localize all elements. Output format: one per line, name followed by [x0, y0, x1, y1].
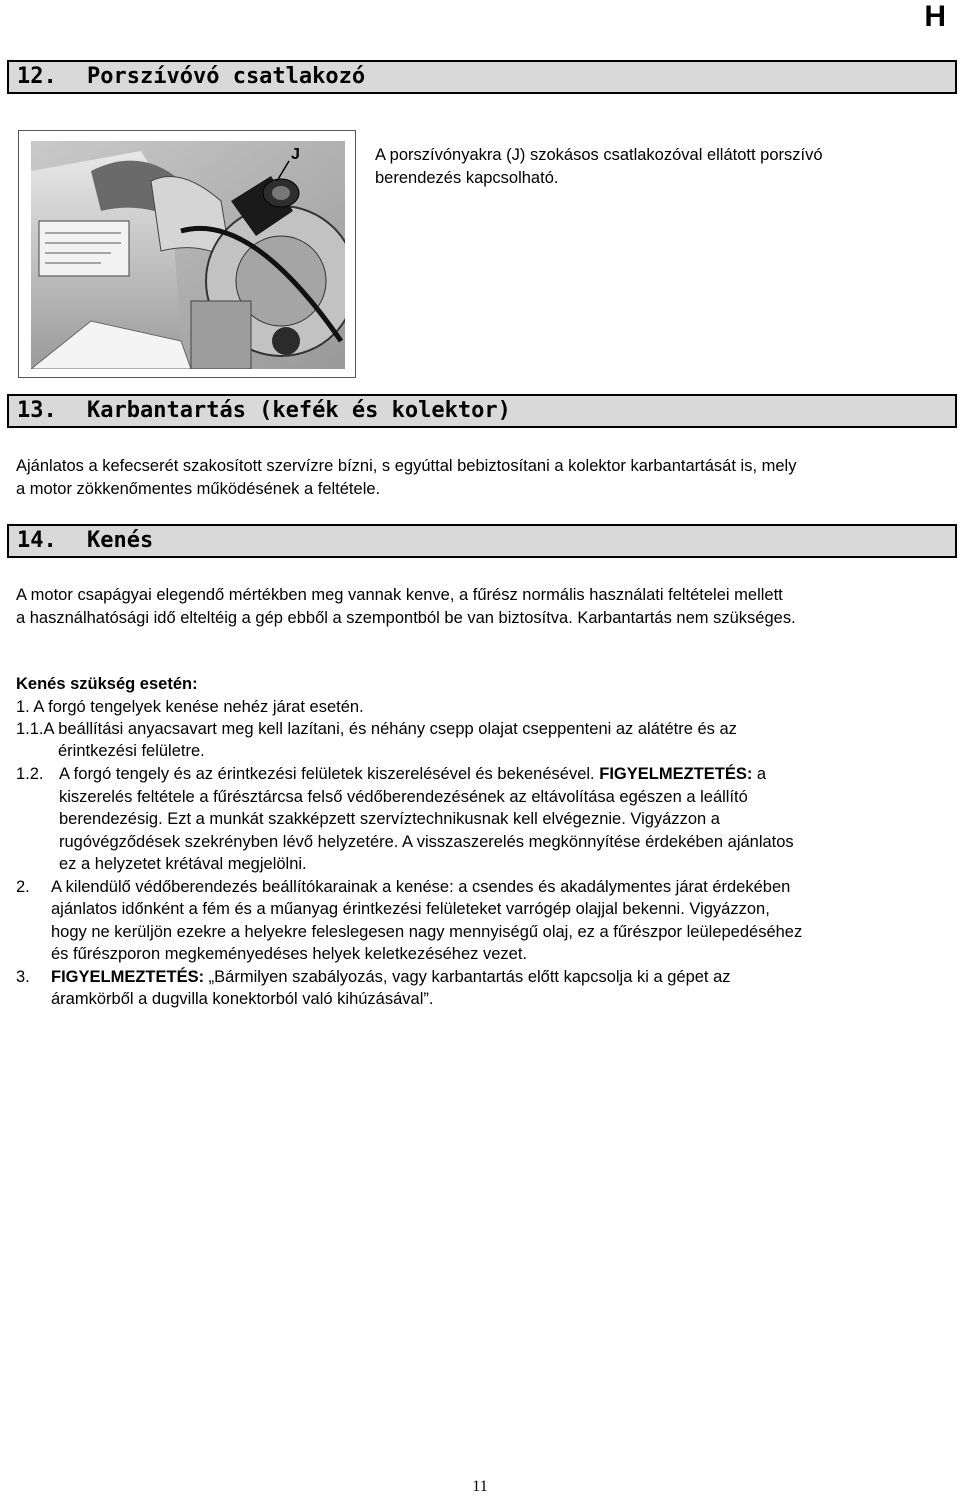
list-item-1-2-line2: kiszerelés feltétele a fűrésztárcsa felső védőberendezésének az eltávolítása egészen a leállító [59, 788, 748, 806]
section-12-text-line1: A porszívónyakra (J) szokásos csatlakozóval ellátott porszívó [375, 146, 823, 164]
list-item-2-line1: A kilendülő védőberendezés beállítókarainak a kenése: a csendes és akadálymentes járat érdekében [51, 878, 791, 896]
list-item-3-line2: áramkörből a dugvilla konektorból való kihúzásával”. [51, 990, 434, 1008]
list-item-3-line1 [51, 966, 731, 989]
warning-label-2: FIGYELMEZTETÉS: [51, 968, 205, 986]
page-corner-letter: H [924, 0, 946, 33]
list-item-1-2-line3: berendezésig. Ezt a munkát szakképzett szervíztechnikusnak kell elvégeznie. Vigyázzon a [59, 810, 720, 828]
list-item-3-text: „Bármilyen szabályozás, vagy karbantartás előtt kapcsolja ki a gépet az [204, 968, 731, 986]
figure-label-j: J [291, 146, 300, 163]
list-item-1: 1. A forgó tengelyek kenése nehéz járat esetén. [16, 698, 364, 716]
section-12-text-line2: berendezés kapcsolható. [375, 168, 559, 187]
section-13-title: Karbantartás (kefék és kolektor) [87, 398, 511, 423]
list-item-1-2-tail: a [752, 765, 767, 783]
section-12-title: Porszívóvó csatlakozó [87, 64, 366, 89]
vacuum-connector-photo [18, 130, 356, 378]
section-14-heading [7, 524, 957, 558]
list-item-1-2-number: 1.2. [16, 765, 44, 783]
section-13-body [16, 455, 796, 500]
saw-illustration [31, 141, 345, 369]
list-item-1-1-cont: érintkezési felületre. [58, 742, 205, 760]
list-item-2-line2: ajánlatos időnként a fém és a műanyag érintkezési felületeket varrógép olajjal bekenni. Vigyázzon, [51, 900, 770, 918]
list-item-1-1: 1.1.A beállítási anyacsavart meg kell lazítani, és néhány csepp olajat cseppenteni az alátétre és az [16, 720, 737, 738]
list-item-2-line3: hogy ne kerüljön ezekre a helyekre feleslegesen nagy mennyiségű olaj, ez a fűrészpor leülepedéséhez [51, 923, 803, 941]
list-item-1-2-line5: ez a helyzetet krétával megjelölni. [59, 855, 307, 873]
list-item-2-line4: és fűrészporon megkeményedéses helyek keletkezéséhez vezet. [51, 945, 528, 963]
section-13-number: 13. [17, 398, 57, 423]
page-number: 11 [472, 1478, 488, 1495]
section-14-body-line2: a használhatósági idő elteltéig a gép ebből a szempontból be van biztosítva. Karbantartás nem szükséges. [16, 608, 796, 627]
section-13-body-line2: a motor zökkenőmentes működésének a feltétele. [16, 479, 381, 498]
section-14-body [16, 584, 796, 629]
section-14-number: 14. [17, 528, 57, 553]
section-14-title: Kenés [87, 528, 154, 553]
lubrication-subheading: Kenés szükség esetén: [16, 675, 198, 693]
list-item-1-2-line4: rugóvégződések szekrényben lévő helyzetére. A visszaszerelés megkönnyítése érdekében ajánlatos [59, 833, 794, 851]
warning-label: FIGYELMEZTETÉS: [599, 765, 753, 783]
section-12-text [375, 144, 823, 189]
list-item-3-number: 3. [16, 968, 30, 986]
section-14-body-line1: A motor csapágyai elegendő mértékben meg vannak kenve, a fűrész normális használati feltételei mellett [16, 586, 783, 604]
list-item-1-2-line1 [59, 763, 766, 786]
section-12-heading [7, 60, 957, 94]
list-item-2-number: 2. [16, 878, 30, 896]
list-item-1-2-text: A forgó tengely és az érintkezési felületek kiszerelésével és bekenésével. [59, 765, 595, 783]
section-12-number: 12. [17, 64, 57, 89]
section-13-heading [7, 394, 957, 428]
section-13-body-line1: Ajánlatos a kefecserét szakosított szervízre bízni, s egyúttal bebiztosítani a kolektor karbantartását is, mely [16, 457, 797, 475]
